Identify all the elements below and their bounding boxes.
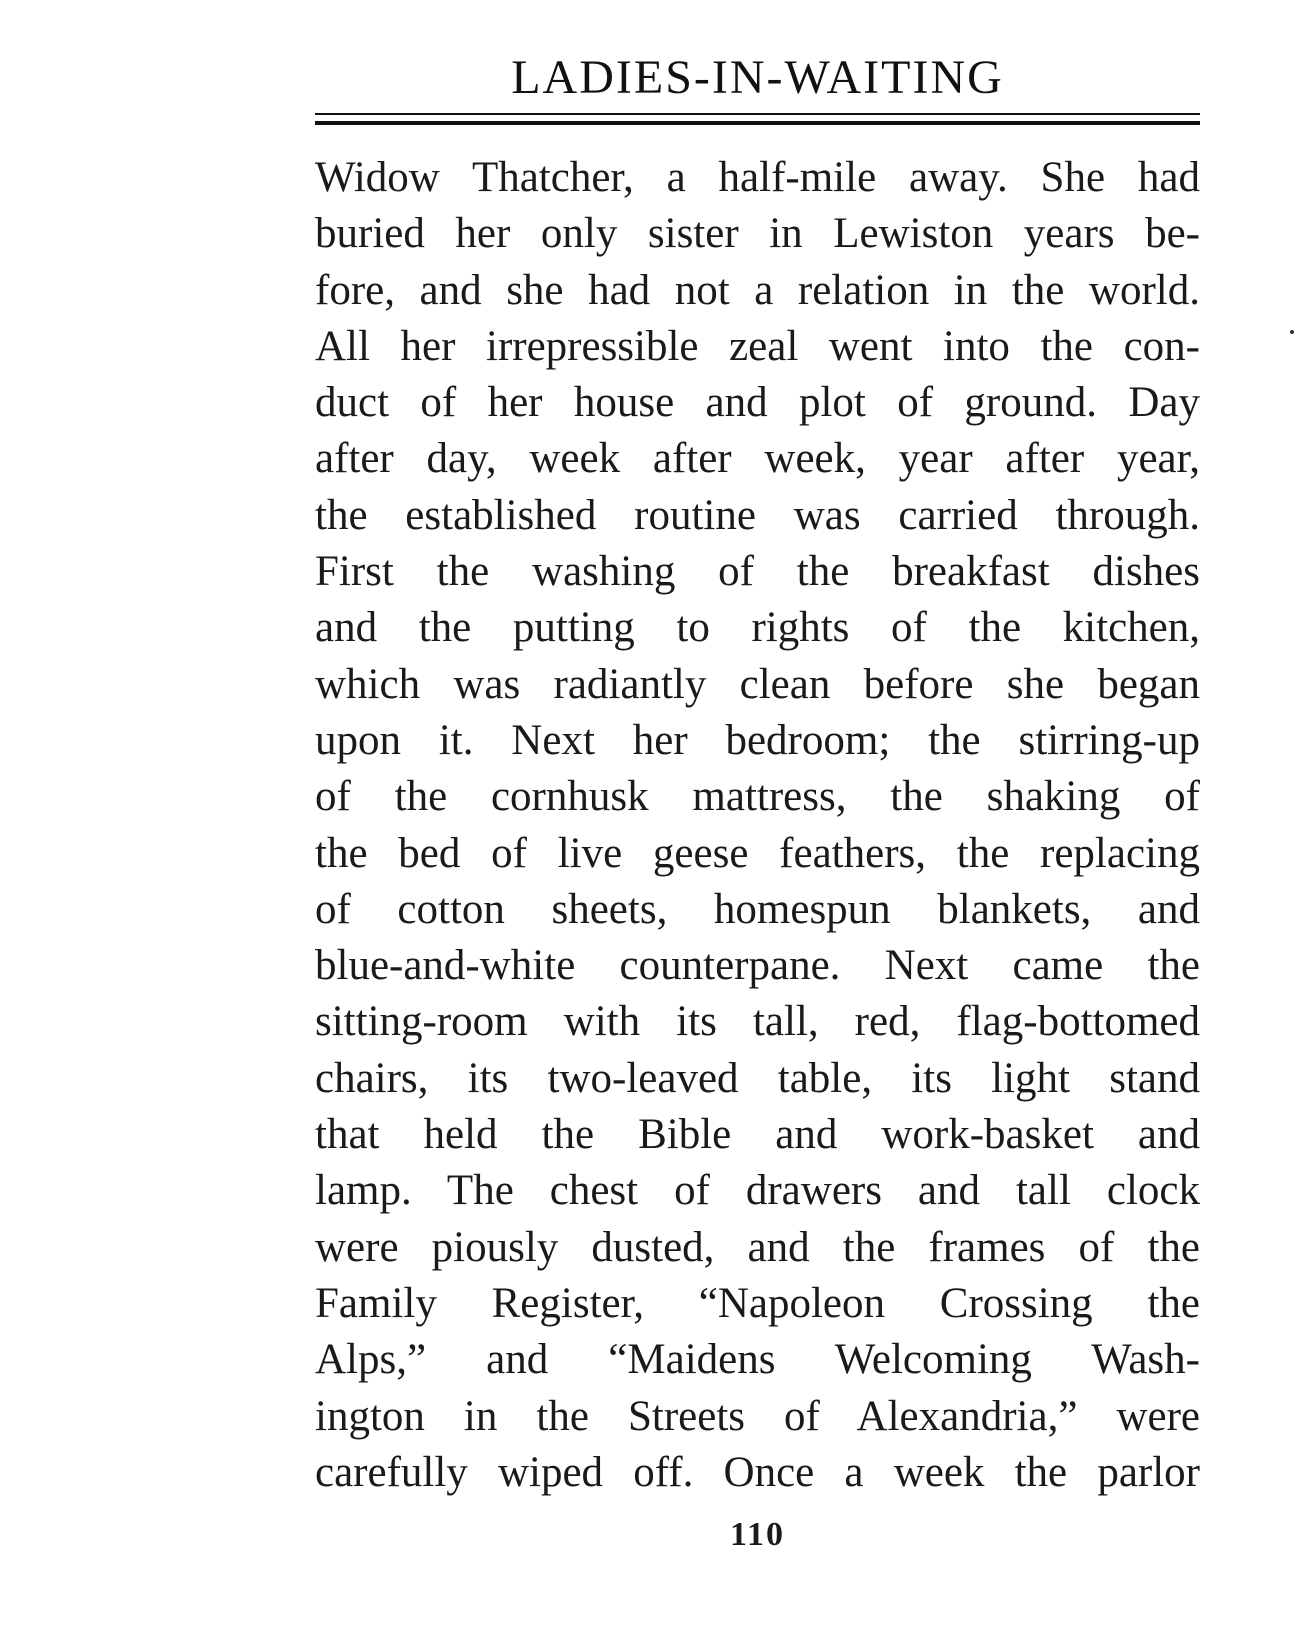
text-line: and the putting to rights of the kitchen,	[315, 604, 1200, 652]
text-line: the bed of live geese feathers, the replacing	[315, 829, 1200, 877]
text-line: were piously dusted, and the frames of the	[315, 1223, 1200, 1271]
text-line: of cotton sheets, homespun blankets, and	[315, 885, 1200, 933]
text-line: upon it. Next her bedroom; the stirring-up	[315, 716, 1200, 764]
body-text	[315, 150, 1200, 1501]
text-line: chairs, its two-leaved table, its light stand	[315, 1054, 1200, 1102]
text-line: ington in the Streets of Alexandria,” were	[315, 1392, 1200, 1440]
text-line: Family Register, “Napoleon Crossing the	[315, 1279, 1200, 1327]
scan-speck	[1290, 330, 1294, 334]
text-line: which was radiantly clean before she began	[315, 660, 1200, 708]
text-line: All her irrepressible zeal went into the con-	[315, 322, 1200, 370]
text-line: that held the Bible and work-basket and	[315, 1111, 1200, 1159]
text-line: duct of her house and plot of ground. Day	[315, 379, 1200, 427]
text-line: buried her only sister in Lewiston years be-	[315, 210, 1200, 258]
text-line: fore, and she had not a relation in the world.	[315, 266, 1200, 314]
text-line: the established routine was carried through.	[315, 491, 1200, 539]
text-line: blue-and-white counterpane. Next came the	[315, 942, 1200, 990]
page-number: 110	[729, 1516, 786, 1553]
header-rule-thin	[315, 113, 1200, 115]
running-title: LADIES-IN-WAITING	[511, 51, 1004, 104]
header-rule-thick	[315, 121, 1200, 125]
text-line: sitting-room with its tall, red, flag-bottomed	[315, 998, 1200, 1046]
text-line: lamp. The chest of drawers and tall clock	[315, 1167, 1200, 1215]
text-line: after day, week after week, year after year,	[315, 435, 1200, 483]
text-line: of the cornhusk mattress, the shaking of	[315, 773, 1200, 821]
text-line: Widow Thatcher, a half-mile away. She had	[315, 154, 1200, 201]
text-line: carefully wiped off. Once a week the parlor	[315, 1448, 1200, 1496]
text-line: Alps,” and “Maidens Welcoming Wash-	[315, 1336, 1200, 1384]
text-line: First the washing of the breakfast dishes	[315, 548, 1200, 596]
